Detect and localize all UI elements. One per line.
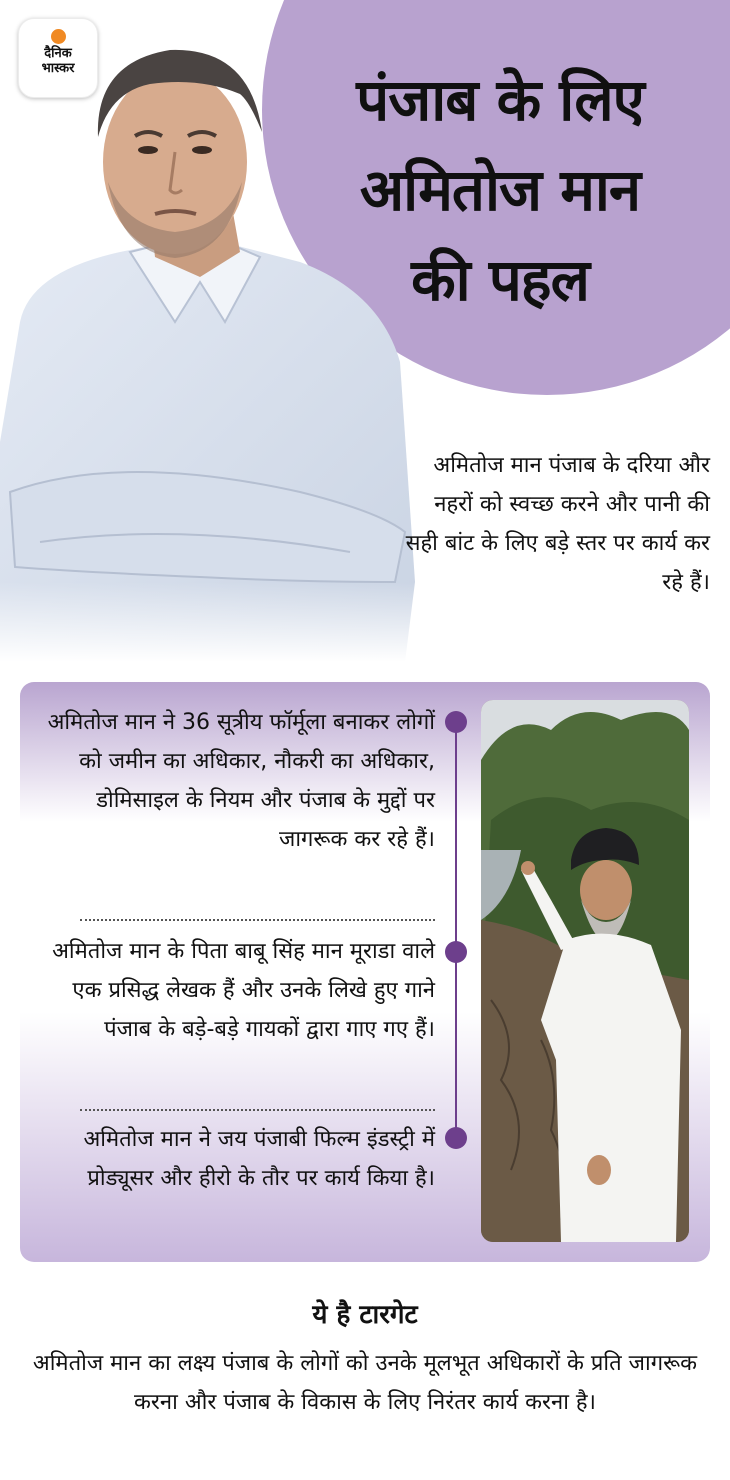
riverbank-photo xyxy=(481,700,689,1242)
intro-text: अमितोज मान पंजाब के दरिया और नहरों को स्वच्छ करने और पानी की सही बांट के लिए बड़े स्तर पर कार्य कर रहे हैं। xyxy=(405,453,710,595)
fact-divider-2 xyxy=(80,1109,435,1111)
timeline-bullet-2 xyxy=(445,941,467,963)
headline-line-2: अमितोज मान xyxy=(359,156,641,224)
fact-point-3: अमितोज मान ने जय पंजाबी फिल्म इंडस्ट्री में प्रोड्यूसर और हीरो के तौर पर कार्य किया है। xyxy=(83,1127,435,1191)
fact-point-1: अमितोज मान ने 36 सूत्रीय फॉर्मूला बनाकर लोगों को जमीन का अधिकार, नौकरी का अधिकार, डोमिसाइल के नियम और पंजाब के मुद्दों पर जागरूक कर रहे हैं। xyxy=(47,710,435,852)
timeline-bullet-1 xyxy=(445,711,467,733)
timeline-line xyxy=(455,718,457,1138)
fact-divider-1 xyxy=(80,919,435,921)
fact-point-2: अमितोज मान के पिता बाबू सिंह मान मूराडा वाले एक प्रसिद्ध लेखक हैं और उनके लिखे हुए गाने पंजाब के बड़े-बड़े गायकों द्वारा गाए गए हैं। xyxy=(52,939,435,1042)
headline xyxy=(270,55,730,325)
timeline-bullet-3 xyxy=(445,1127,467,1149)
headline-line-1: पंजाब के लिए xyxy=(356,66,644,134)
logo-line-1: दैनिक xyxy=(44,46,72,61)
target-title: ये है टारगेट xyxy=(312,1300,418,1330)
headline-line-3: की पहल xyxy=(411,246,589,314)
logo-line-2: भास्कर xyxy=(41,61,75,76)
target-body: अमितोज मान का लक्ष्य पंजाब के लोगों को उनके मूलभूत अधिकारों के प्रति जागरूक करना और पंजाब के विकास के लिए निरंतर कार्य करना है। xyxy=(32,1351,698,1415)
